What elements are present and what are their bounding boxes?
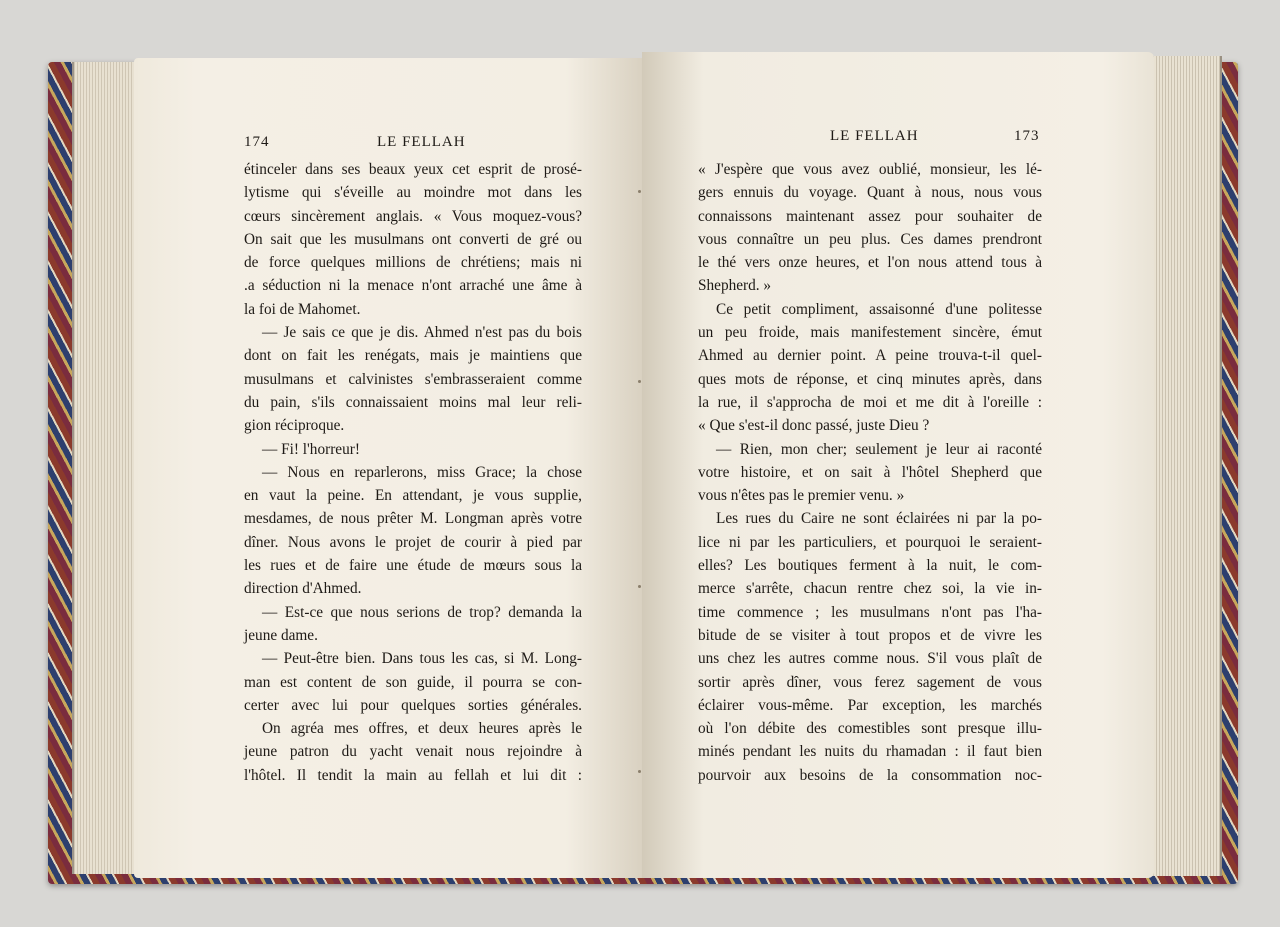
text-line: — Peut-être bien. Dans tous les cas, si M. Long- [262,650,582,668]
page-number: 173 [1014,128,1040,144]
text-line: uns chez les autres comme nous. S'il vous plaît de [698,650,1042,668]
text-line: On agréa mes offres, et deux heures après le [262,720,582,738]
text-line: man est content de son guide, il pourra se con- [244,673,582,691]
text-line: time commence ; les musulmans n'ont pas l'ha- [698,603,1042,621]
left-running-head [244,134,600,154]
text-line: étinceler dans ses beaux yeux cet esprit de prosé- [244,161,582,178]
text-line: éclairer vous-même. Par exception, les marchés [698,696,1042,714]
text-line: vous connaître un peu plus. Ces dames prendront [698,230,1042,248]
text-line: minés pendant les nuits du rhamadan : il faut bien [698,743,1042,761]
text-line: — Rien, mon cher; seulement je leur ai raconté [716,440,1042,458]
text-line: Ahmed au dernier point. A peine trouva-t-il quel- [698,347,1042,365]
text-line: Les rues du Caire ne sont éclairées ni par la po- [716,510,1042,528]
text-line: du pain, s'ils connaissaient moins mal leur reli- [244,393,582,411]
text-line: — Est-ce que nous serions de trop? demanda la [262,603,582,621]
text-line: « Que s'est-il donc passé, juste Dieu ? [698,417,930,435]
text-line: dont on fait les renégats, mais je maintiens que [244,347,582,365]
right-page [642,52,1154,878]
page-number: 174 [244,134,270,150]
text-line: de force quelques millions de chrétiens; mais ni [244,254,582,272]
text-line: .a séduction ni la menace n'ont arraché une âme à [244,277,582,295]
text-line: — Fi! l'horreur! [262,440,360,458]
text-line: ques mots de réponse, et cinq minutes après, dans [698,370,1042,388]
text-line: les rues et de faire une étude de mœurs sous la [244,557,582,575]
gutter-thread-mark [638,380,641,383]
text-line: merce s'arrête, chacun rentre chez soi, la vie in- [698,580,1042,598]
text-line: gion réciproque. [244,417,345,435]
left-page-text [244,158,582,787]
running-title: LE FELLAH [830,128,919,144]
text-line: — Nous en reparlerons, miss Grace; la chose [262,463,582,481]
text-line: un peu froide, mais manifestement sincère, émut [698,324,1042,342]
text-line: bitude de se visiter à tout propos et de vivre les [698,626,1042,644]
text-line: « J'espère que vous avez oublié, monsieur, les lé- [698,161,1042,178]
text-line: On sait que les musulmans ont converti de gré ou [244,230,582,248]
text-line: mesdames, de nous prêter M. Longman après votre [244,510,582,528]
right-page-text [698,158,1042,787]
text-line: jeune patron du yacht venait nous rejoindre à [244,743,582,761]
text-line: connaissons maintenant assez pour souhaiter de [698,207,1042,225]
right-page-edges [1148,56,1222,876]
right-running-head [698,128,1048,148]
text-line: en vaut la peine. En attendant, je vous supplie, [244,487,582,505]
text-line: cœurs sincèrement anglais. « Vous moquez-vous? [244,207,582,225]
text-line: Shepherd. » [698,277,772,295]
text-line: la foi de Mahomet. [244,300,361,318]
text-line: dîner. Nous avons le projet de courir à pied par [244,533,582,551]
gutter-thread-mark [638,770,641,773]
text-line: Ce petit compliment, assaisonné d'une politesse [716,300,1042,318]
text-line: lytisme qui s'éveille au moindre mot dans les [244,184,582,202]
text-line: certer avec lui pour quelques sorties générales. [244,696,582,714]
left-page-edges [72,62,136,874]
text-line: — Je sais ce que je dis. Ahmed n'est pas du bois [262,324,582,342]
text-line: le thé vers onze heures, et l'on nous attend tous à [698,254,1042,272]
text-line: pourvoir aux besoins de la consommation noc- [698,766,1042,784]
text-line: lice ni par les particuliers, et pourquoi le seraient- [698,533,1042,551]
text-line: elles? Les boutiques ferment à la nuit, le com- [698,557,1042,575]
gutter-thread-mark [638,190,641,193]
text-line: où l'on débite des comestibles sont presque illu- [698,720,1042,738]
text-line: direction d'Ahmed. [244,580,362,598]
text-line: votre histoire, et on sait à l'hôtel Shepherd que [698,463,1042,481]
text-line: la rue, il s'approcha de moi et me dit à l'oreille : [698,393,1042,411]
text-line: jeune dame. [244,626,318,644]
running-title: LE FELLAH [377,134,466,150]
text-line: musulmans et calvinistes s'embrasseraient comme [244,370,582,388]
text-line: sortir après dîner, vous ferez sagement de vous [698,673,1042,691]
text-line: gers ennuis du voyage. Quant à nous, nous vous [698,184,1042,202]
gutter-thread-mark [638,585,641,588]
text-line: l'hôtel. Il tendit la main au fellah et lui dit : [244,766,582,784]
left-page [134,58,642,878]
text-line: vous n'êtes pas le premier venu. » [698,487,905,505]
